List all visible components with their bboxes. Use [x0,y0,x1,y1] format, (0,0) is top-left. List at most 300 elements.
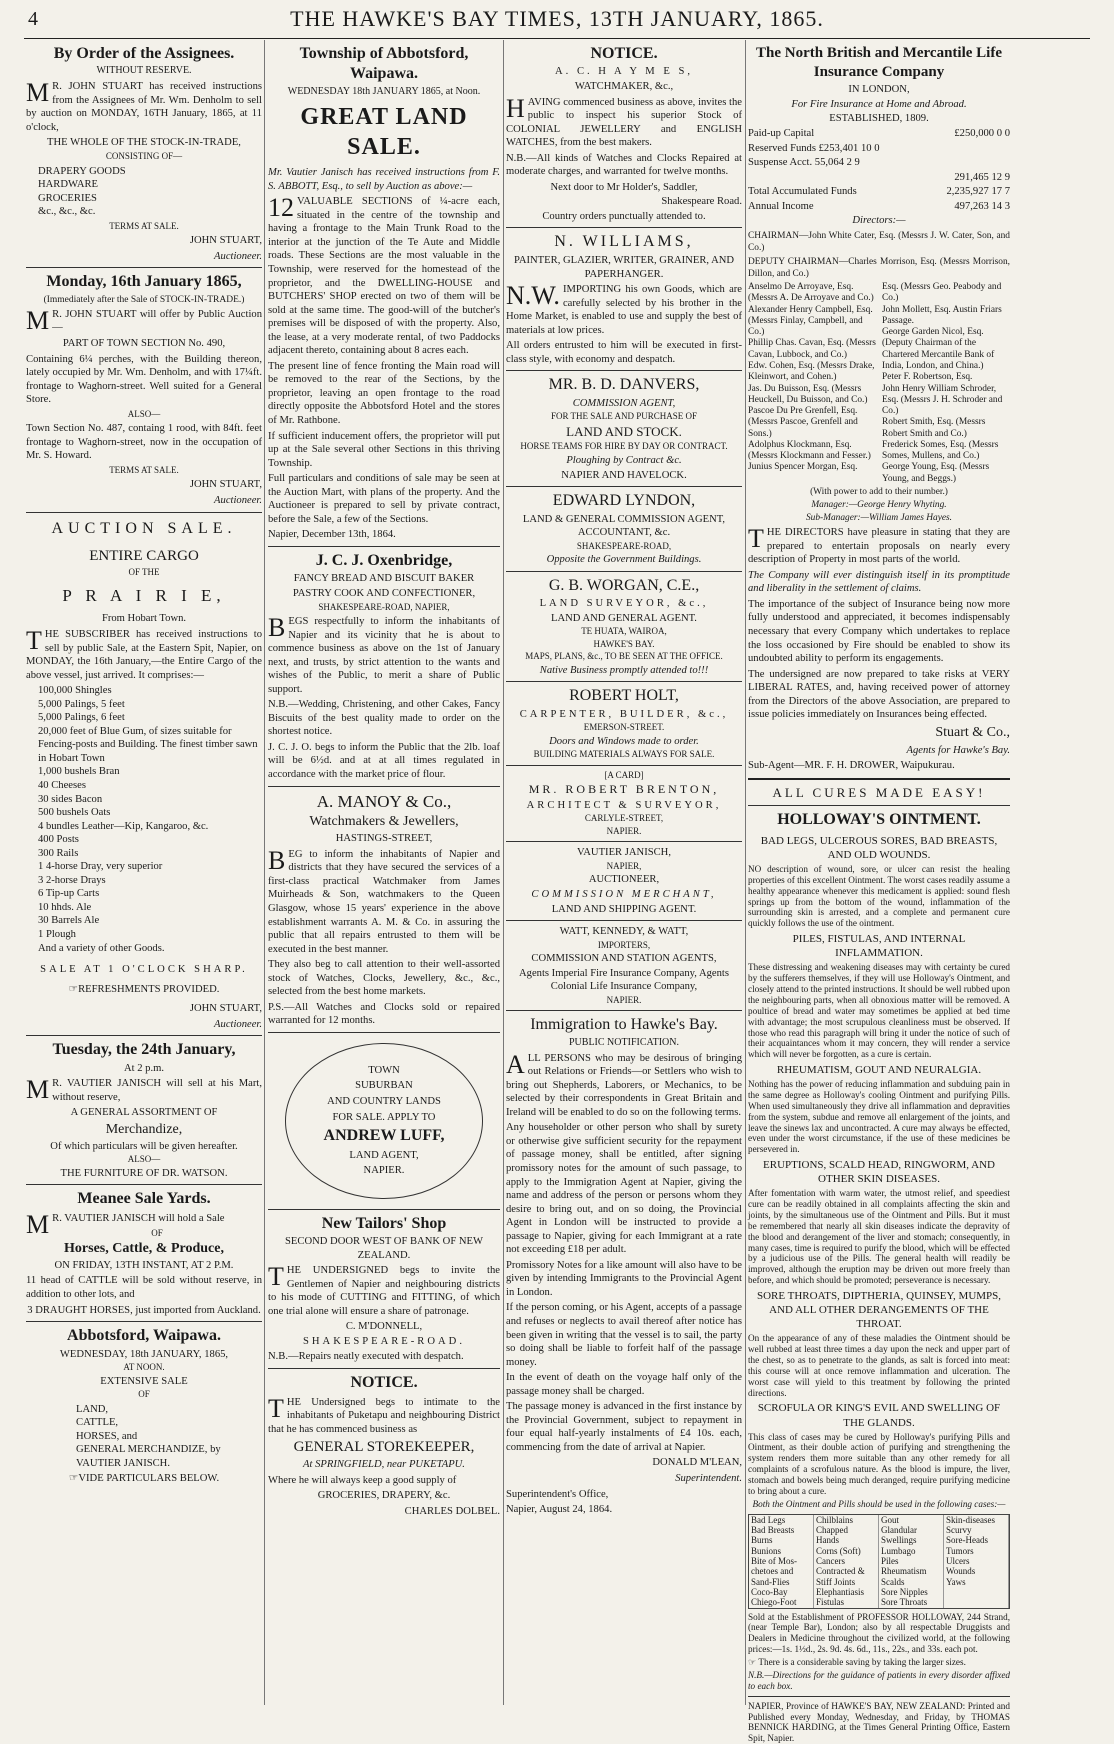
column-2 [268,42,500,1705]
advert-text: The passage money is advanced in the first instance by the Provincial Government, subject to repayment in four equal half-yearly instalments of £4 10s. each, commencing from the date of arrival at Napier. [506,1401,742,1453]
advert-subheading: WEDNESDAY 18th JANUARY 1865, at Noon. [287,85,481,97]
advert-subheading: PUBLIC NOTIFICATION. [569,1036,679,1048]
list-item: 100,000 Shingles [38,685,112,697]
advert-heading: HOLLOWAY'S OINTMENT. [777,811,981,829]
table-cell: Sore-Heads [944,1535,1009,1545]
row-value: 2,235,927 17 7 [946,186,1010,198]
masthead [0,0,1114,38]
advert-line: TERMS AT SALE. [109,464,179,475]
drop-cap: M [26,1075,50,1105]
advert-text: R. JOHN STUART has received instructions from the Assignees of Mr. Wm. Denholm to sell by auction on MONDAY, 16TH January, 1865, at 11 o'clock, [26,81,262,133]
row-value: £250,000 0 0 [954,128,1010,140]
advert-line: TERMS AT SALE. [109,220,179,231]
list-item: Peter F. Robertson, Esq. [882,372,973,383]
advert-line: Shakespeare Road. [661,196,742,208]
advert-line: (With power to add to their number.) [810,487,948,498]
list-item: Pascoe Du Pre Grenfell, Esq. (Messrs Pascoe, Grenfell and Sons.) [748,406,858,439]
list-item: 1,000 bushels Bran [38,766,120,778]
table-cell: Chiego-Foot [749,1597,814,1607]
advert-line: Directors:— [852,215,906,227]
advert-text: After fomentation with warm water, the utmost relief, and speediest cure can be readily obtained in all complaints affecting the skin and joints, by the simultaneous use of the Ointment and Pills. But it must be remembered that nearly all skin diseases indicate the depravity of the blood and derangement of the liver and stomach; consequently, in many cases, time is required to purify the blood, which will be effected by a judicious use of the Pills. The general health will readily be improved, although the eruption may be driven out more freely than before, and which should be promoted; perseverance is necessary. [748,1188,1010,1286]
advert-text: R. VAUTIER JANISCH will sell at his Mart, without reserve, [52,1078,262,1103]
advert-text: J. C. J. O. begs to inform the Public that the 2lb. loaf will be 6½d. and at at all times regulated in accordance with the market price of flour. [268,741,500,781]
divider [506,370,742,371]
advert-line: AUCTIONEER, [588,874,660,886]
list-item: 5,000 Palings, 6 feet [38,712,125,724]
row-label: Paid-up Capital [748,128,815,140]
advert-line: MAPS, PLANS, &c., TO BE SEEN AT THE OFFICE. [525,651,723,662]
column-divider [745,40,746,1705]
advert-line: OF [151,1227,163,1238]
row-label: Reserved Funds £253,401 10 0 [748,142,880,154]
advert-line: ☞REFRESHMENTS PROVIDED. [68,983,220,995]
row-value: 291,465 12 9 [954,171,1010,183]
signature-title: Auctioneer. [214,1018,262,1030]
advert-line: NAPIER, [606,860,642,871]
list-item: 5,000 Palings, 5 feet [38,698,125,710]
divider [506,486,742,487]
list-item: 4 bundles Leather—Kip, Kangaroo, &c. [38,820,209,832]
advert-line: SHAKESPEARE-ROAD, [576,540,672,551]
advert-line: Next door to Mr Holder's, Saddler, [550,181,698,193]
table-cell: Piles [879,1556,944,1566]
advert-body [268,1264,500,1318]
advert-line: SECOND DOOR WEST OF BANK OF NEW ZEALAND. [285,1236,483,1261]
list-item: Edw. Cohen, Esq. (Messrs Drake, Kleinwort, and Cohen.) [748,360,875,383]
signature: CHARLES DOLBEL. [404,1505,500,1517]
divider [506,765,742,766]
divider [268,1032,500,1033]
page-number: 4 [28,8,38,30]
list-item: GENERAL MERCHANDIZE, by [76,1444,221,1456]
advert-line: LAND SURVEYOR, &c., [539,598,709,610]
advert-heading: Tuesday, the 24th January, [52,1041,236,1059]
advert-heading: NOTICE. [590,45,658,62]
table-cell: Ulcers [944,1556,1009,1566]
printer-imprint: NAPIER, Province of HAWKE'S BAY, NEW ZEALAND: Printed and Published every Monday, Wednesday, and Friday, by THOMAS BENNICK HARDING, at the Times General Printing Office, Eastern Spit, Napier. [748,1700,1010,1744]
drop-cap: T [268,1262,284,1292]
advert-text: N.B.—Directions for the guidance of patients in every disorder affixed to each box. [748,1669,1010,1691]
table-row [748,185,1010,199]
signature: Stuart & Co., [935,724,1010,740]
advert-line: CARPENTER, BUILDER, &c., [519,708,729,720]
advert-line: NAPIER. [363,1165,405,1177]
advert-text: These distressing and weakening diseases may with certainty be cured by the sufferers themselves, if they will use Holloway's Ointment, and closely attend to the printed instructions. It should be well rubbed upon the neighbouring parts, when all obnoxious matter will be removed. A poultice of bread and water may sometimes be applied at bed time with advantage; the most scrupulous cleanliness must be observed. If those who read this paragraph will bring it under the notice of such of their acquaintances whom it may concern, they will render a service which will never be forgotten, as a cure is certain. [748,962,1010,1060]
advert-text: IMPORTING his own Goods, which are carefully selected by his brother in the Home Market, is enabled to use and supply the best of materials at low prices. [506,284,742,336]
advert-text: Sold at the Establishment of PROFESSOR HOLLOWAY, 244 Strand, (near Temple Bar), London; also by all respectable Druggists and Dealers in Medicine throughout the civilized world, at the following prices:—1s. 1½d., 2s. 9d. 4s. 6d., 11s., 22s., and 33s. each pot. [748,1611,1010,1655]
table-row [748,156,1010,170]
advert-line: HORSE TEAMS FOR HIRE BY DAY OR CONTRACT. [520,441,728,452]
list-item: Robert Smith, Esq. (Messrs Robert Smith and Co.) [882,417,986,439]
advert-text: HE Undersigned begs to intimate to the inhabitants of Puketapu and neighbouring District that he has commenced business as [268,1396,500,1435]
table-cell: Wounds [944,1566,1009,1576]
list-item: George Young, Esq. (Messrs Young, and Beggs.) [882,462,990,484]
list-item: 40 Cheeses [38,780,86,792]
advert-subheading: WITHOUT RESERVE. [96,65,192,77]
section-heading: SCROFULA OR KING'S EVIL AND SWELLING OF THE GLANDS. [757,1402,1001,1429]
list-item: Junius Spencer Morgan, Esq. [748,462,858,473]
list-item: HORSES, and [76,1430,138,1442]
drop-cap: A [506,1049,525,1079]
advert-heading: New Tailors' Shop [321,1214,447,1232]
advert-heading: ANDREW LUFF, [323,1127,445,1145]
list-item: DRAPERY GOODS [38,165,126,177]
advert-text: R. VAUTIER JANISCH will hold a Sale [52,1212,225,1224]
row-value: 497,263 14 3 [954,200,1010,212]
directors-list [748,282,1010,485]
advert-text: If sufficient inducement offers, the proprietor will put up at the Sale several other Sections in this thriving Township. [268,430,500,469]
signature: JOHN STUART, [189,235,262,247]
advert-heading: Monday, 16th January 1865, [46,273,242,291]
drop-cap: 12 [268,193,294,223]
advert-line: ESTABLISHED, 1809. [829,113,929,125]
advert-line: PAINTER, GLAZIER, WRITER, GRAINER, AND PAPERHANGER. [513,254,735,280]
accounts-table [748,127,1010,213]
advert-text: EGS respectfully to inform the inhabitants of Napier and its vicinity that he is about to commence business as above on the 1st of January next, and trusts, by strict attention to the wants and wishes of the Public, to merit a share of Public support. [268,616,500,695]
list-item: &c., &c., &c. [38,206,96,218]
advert-heading: VAUTIER JANISCH, [577,847,671,859]
list-item: Alexander Henry Campbell, Esq. (Messrs Finlay, Campbell, and Co.) [748,304,873,338]
row-label: Suspense Acct. 55,064 2 9 [748,157,860,169]
table-cell [944,1597,1009,1607]
advert-line: AT NOON. [123,1362,165,1373]
divider [506,841,742,842]
drop-cap: M [26,78,50,108]
advert-heading: Abbotsford, Waipawa. [67,1327,221,1345]
list-item: And a variety of other Goods. [38,942,165,954]
drop-cap: M [26,1209,50,1239]
advert-line: HAWKE'S BAY. [593,638,655,649]
cargo-list [38,684,262,955]
section-heading: SORE THROATS, DIPTHERIA, QUINSEY, MUMPS, AND ALL OTHER DERANGEMENTS OF THE THROAT. [756,1290,1002,1331]
table-cell: Gout [879,1515,944,1525]
advert-headline: ALL CURES MADE EASY! [772,784,986,800]
table-cell: Cancers [814,1556,879,1566]
row-label: Total Accumulated Funds [748,186,857,198]
divider [748,1696,1010,1697]
advert-body [506,283,742,337]
column-divider [264,40,265,1705]
goods-list [38,165,262,219]
table-cell: Tumors [944,1546,1009,1556]
advert-headline: GREAT LAND SALE. [300,103,468,161]
advert-line: CARLYLE-STREET, [584,813,664,824]
drop-cap: T [748,524,764,554]
signature: JOHN STUART, [189,1003,262,1015]
advert-heading: EDWARD LYNDON, [552,492,696,510]
list-item: VAUTIER JANISCH. [76,1457,170,1469]
table-cell: Chapped [814,1525,879,1535]
advert-line: 3 DRAUGHT HORSES, just imported from Auckland. [27,1304,261,1316]
advert-body [26,305,262,335]
advert-line: At SPRINGFIELD, near PUKETAPU. [303,1459,465,1471]
advert-line: Sub-Agent—MR. F. H. DROWER, Waipukurau. [748,760,955,772]
signature-title: Auctioneer. [214,250,262,262]
advert-line: ALSO— [127,1154,161,1165]
drop-cap: B [268,613,286,643]
advert-line: NAPIER AND HAVELOCK. [561,469,687,481]
advert-heading: WATT, KENNEDY, & WATT, [559,926,689,938]
list-item: Esq. (Messrs Geo. Peabody and Co.) [882,281,1002,304]
advert-heading: By Order of the Assignees. [53,45,235,62]
ship-name: P R A I R I E, [62,585,226,605]
divider [506,920,742,921]
advert-body [268,615,500,696]
table-row [748,142,1010,156]
advert-line: Merchandize, [105,1121,183,1137]
table-cell: Elephantiasis [814,1587,879,1597]
advert-text: Nothing has the power of reducing inflammation and subduing pain in the same degree as Holloway's cooling Ointment and purifying Pills. When used simultaneously they drive all inflammation and depravities from the system, subdue and remove all enlargement of the joints, and leave the sinews lax and uncontracted. A cure may always be effected, even under the worst circumstance, if the use of these medicines be persevered in. [748,1079,1010,1155]
advert-line: [A CARD] [604,769,644,780]
advert-heading: Township of Abbotsford, Waipawa. [299,45,469,83]
list-item: 1 Plough [38,929,76,941]
advert-text: HE SUBSCRIBER has received instructions to sell by public Sale, at the Eastern Spit, Napier, on MONDAY, the 16th January,—the Entire Cargo of the above vessel, just arrived. It comprises:— [26,629,262,681]
advert-line: SUBURBAN [355,1080,413,1092]
advert-heading: ENTIRE CARGO [89,548,199,564]
ailments-table [748,1514,1010,1609]
sale-list [76,1403,262,1471]
list-item: Phillip Chas. Cavan, Esq. (Messrs Cavan, Lubbock, and Co.) [748,338,876,360]
table-cell: Sore Throats [879,1597,944,1607]
advert-text: Promissory Notes for a like amount will also have to be given by intending Immigrants to the Provincial Agent in London. [506,1259,742,1298]
advert-text: NO description of wound, sore, or ulcer can resist the healing properties of this excellent Ointment. The worst cases readily assume a healthy appearance whenever this medicament is applied: sound flesh springs up from the bottom of the wound, inflammation of the surrounding skin is arrested, and a complete and permanent cure quickly follows the use of the ointment. [748,864,1010,929]
advert-line: BUILDING MATERIALS ALWAYS FOR SALE. [533,749,715,760]
advert-date: Napier, August 24, 1864. [506,1504,613,1516]
list-item: LAND, [76,1403,109,1415]
advert-heading: Meanee Sale Yards. [77,1190,211,1208]
table-cell: Lumbago [879,1546,944,1556]
drop-cap: T [268,1393,284,1423]
advert-line: Sub-Manager:—William James Hayes. [805,513,953,524]
advert-text: LL PERSONS who may be desirous of bringing out Relations or Friends—or Settlers who wish to bring out Shepherds, Laborers, or Mechanics, to be selected by their correspondents in Great Britain and Ireland will be enabled to do so on the following terms. [506,1052,742,1118]
advert-line: CONSISTING OF— [105,151,183,161]
table-cell: Sand-Flies [749,1577,814,1587]
signature: JOHN STUART, [189,479,262,491]
advert-line: IN LONDON, [848,84,910,96]
table-cell: Corns (Soft) [814,1546,879,1556]
advert-line: COMMISSION AND STATION AGENTS, [531,953,717,965]
divider [506,227,742,228]
table-cell: chetoes and [749,1566,814,1576]
advert-line: OF [138,1389,150,1400]
advert-heading: MR. B. D. DANVERS, [548,376,700,394]
advert-text: Town Section No. 487, containg 1 rood, with 84ft. feet frontage to Waghorn-street, now in the occupation of Mr. S. Howard. [26,423,262,462]
advert-line: SHAKESPEARE-ROAD, NAPIER, [318,601,450,612]
divider [268,546,500,547]
advert-text: N.B.—All kinds of Watches and Clocks Repaired at moderate charges, and warranted for twelve months. [506,152,742,178]
divider [748,778,1010,780]
advert-text: DEPUTY CHAIRMAN—Charles Morrison, Esq. (Messrs Morrison, Dillon, and Co.) [748,256,1010,279]
divider [268,1209,500,1210]
list-item: 30 Barrels Ale [38,915,100,927]
section-heading: RHEUMATISM, GOUT AND NEURALGIA. [776,1064,982,1077]
advert-date: Napier, December 13th, 1864. [268,529,396,541]
advert-line: A GENERAL ASSORTMENT OF [70,1107,218,1119]
advert-text: R. JOHN STUART will offer by Public Auction— [52,308,262,334]
advert-text: HE DIRECTORS have pleasure in stating that they are prepared to entertain proposals on nearly every description of Property in most parts of the world. [748,527,1010,566]
table-cell: Skin-diseases [944,1515,1009,1525]
advert-text: Where he will always keep a good supply of [268,1474,457,1486]
advert-body [506,93,742,150]
divider [748,805,1010,806]
table-cell: Bad Legs [749,1515,814,1525]
advert-line: COMMISSION AGENT, [572,397,676,409]
advert-line: At 2 p.m. [123,1062,165,1074]
table-cell: Contracted & [814,1566,879,1576]
column-4 [748,42,1010,1744]
advert-text: The Company will ever distinguish itself in its promptitude and liberality in the settlement of claims. [748,569,1010,595]
table-cell: Bad Breasts [749,1525,814,1535]
advert-line: NAPIER. [606,825,642,836]
advert-text: HE UNDERSIGNED begs to invite the Gentlemen of Napier and neighbouring districts to his mode of CUTTING and FITTING, of which one trial alone will ensure a share of patronage. [268,1265,500,1317]
advert-heading: ROBERT HOLT, [569,687,679,705]
advert-line: LAND AGENT, [349,1149,419,1161]
list-item: 400 Posts [38,834,79,846]
divider [26,267,262,268]
signature-title: Auctioneer. [214,494,262,506]
advert-heading: N. WILLIAMS, [554,233,694,251]
advert-line: TOWN [368,1064,400,1076]
drop-cap: M [26,305,50,335]
advert-line: Horses, Cattle, & Produce, [64,1241,224,1257]
drop-cap: H [506,93,525,123]
signature-title: Superintendent. [675,1473,742,1485]
advert-subheading: (Immediately after the Sale of STOCK-IN-TRADE.) [43,294,245,305]
list-item: John Mollett, Esq. Austin Friars Passage. [882,304,1002,326]
advert-line: PASTRY COOK AND CONFECTIONER, [292,587,476,599]
masthead-rule [24,38,1090,39]
advert-text: On the appearance of any of these maladies the Ointment should be well rubbed at least three times a day upon the neck and upper part of the chest, so as to penetrate to the glands, as salt is forced into meat: this course will at once remove inflammation and ulceration. The worst case will yield to this treatment by following the printed directions. [748,1333,1010,1398]
advert-line: FOR SALE. APPLY TO [332,1111,436,1123]
advert-line: Native Business promptly attended to!!! [539,664,709,676]
table-cell: Yaws [944,1577,1009,1587]
list-item: CATTLE, [76,1417,119,1429]
advert-heading: Immigration to Hawke's Bay. [530,1016,718,1034]
table-cell: Sore Nipples [879,1587,944,1597]
advert-text: Any householder or other person who shall by surety or otherwise give sufficient security for the repayment of passage money, shall be entitled, after signing promissory notes for the amount of such passage, to apply to the Immigration Agent at Napier, giving the name and address of the person or persons whom they desire to bring out, and on so doing, the Provincial Agent in London will be instructed to provide a passage to Napier, giving for each Immigrant at a rate not exceeding £18 per adult. [506,1122,742,1256]
advert-line: Opposite the Government Buildings. [546,554,702,566]
advert-line: Agents Imperial Fire Insurance Company, Agents Colonial Life Insurance Company, [519,967,729,993]
table-cell: Chilblains [814,1515,879,1525]
advert-line: FANCY BREAD AND BISCUIT BAKER [293,573,475,585]
divider [506,1010,742,1011]
advert-line: For Fire Insurance at Home and Abroad. [791,98,967,110]
section-heading: PILES, FISTULAS, AND INTERNAL INFLAMMATION. [792,933,966,960]
advert-line: Both the Ointment and Pills should be used in the following cases:— [752,1498,1006,1509]
advert-line: EXTENSIVE SALE [100,1375,188,1387]
divider [506,571,742,572]
list-item: 30 sides Bacon [38,793,103,805]
divider [268,1368,500,1369]
advert-text: N.B.—Wedding, Christening, and other Cakes, Fancy Biscuits of the best quality made to order on the shortest notice. [268,699,500,738]
column-1 [26,42,262,1705]
table-cell: Stiff Joints [814,1577,879,1587]
advert-body [26,628,262,682]
section-heading: BAD LEGS, ULCEROUS SORES, BAD BREASTS, AND OLD WOUNDS. [760,834,998,861]
advert-line: Manager:—George Henry Whyting. [811,500,947,511]
advert-line: THE WHOLE OF THE STOCK-IN-TRADE, [47,137,241,149]
advert-text: 11 head of CATTLE will be sold without reserve, in addition to other lots, and [26,1275,262,1301]
table-cell: Coco-Bay [749,1587,814,1597]
list-item: Frederick Somes, Esq. (Messrs Somes, Mullens, and Co.) [882,439,999,462]
list-item: GROCERIES [38,192,97,204]
advert-line: GROCERIES, DRAPERY, &c. [317,1490,451,1502]
advert-line: EMERSON-STREET. [583,722,665,733]
column-3 [506,42,742,1705]
advert-text: All orders entrusted to him will be executed in first-class style, with economy and despatch. [506,340,742,365]
directors-left [748,282,876,485]
signature: DONALD M'LEAN, [652,1457,742,1469]
list-item: 20,000 feet of Blue Gum, of sizes suitable for Fencing-posts and Building. The finest timber sawn in Hobart Town [38,725,258,764]
advert-text: Containing 6¼ perches, with the Building thereon, lately occupied by Mr. Wm. Denholm, and with 17¼ft. frontage to Waghorn-street. Well suited for a General Store. [26,353,262,406]
table-cell: Rheumatism [879,1566,944,1576]
list-item: 300 Rails [38,847,79,859]
drop-cap: T [26,626,42,655]
drop-cap: B [268,845,286,875]
section-heading: ERUPTIONS, SCALD HEAD, RINGWORM, AND OTHER SKIN DISEASES. [763,1159,995,1186]
advert-heading: A. MANOY & Co., [316,791,452,811]
divider [506,681,742,682]
list-item: Jas. Du Buisson, Esq. (Messrs Heuckell, Du Buisson, and Co.) [748,383,868,405]
advert-line: ARCHITECT & SURVEYOR, [526,799,722,811]
advert-heading: J. C. J. Oxenbridge, [315,551,453,569]
table-row [748,127,1010,141]
advert-text: VALUABLE SECTIONS of ¼-acre each, situated in the centre of the township and having a frontage to the Main Trunk Road to the interior at the junction of the Te Aute and Middle roads. These Sections are the most valuable in the Township, were reserved for the homestead of the proprietor, and the DWELLING-HOUSE and BUTCHERS' SHOP erected on two of them will be sold at the same time. The good-will of the butcher's premises will be disposed of with the property. Also, the lease, at a very moderate rental, of two Paddocks adjacent thereto, containing about 8 acres each. [268,196,500,357]
advert-line: From Hobart Town. [101,613,187,625]
list-item: 6 Tip-up Carts [38,888,100,900]
page-title: THE HAWKE'S BAY TIMES, 13TH JANUARY, 1865. [290,6,824,31]
advert-heading: G. B. WORGAN, C.E., [548,576,700,594]
list-item: Anselmo De Arroyave, Esq. (Messrs A. De Arroyave and Co.) [748,281,874,304]
advert-body [268,195,500,358]
advert-line: LAND AND SHIPPING AGENT. [551,903,697,915]
advert-line: Country orders punctually attended to. [542,210,706,222]
column-divider [503,40,504,1705]
signature: C. M'DONNELL, [345,1321,423,1333]
list-item: George Garden Nicol, Esq. (Deputy Chairman of the Chartered Mercantile Bank of India, London, and China.) [882,327,995,371]
advert-heading: The North British and Mercantile Life Insurance Company [756,45,1002,81]
advert-line: TE HUATA, WAIROA, [581,626,667,637]
table-cell: Fistulas [814,1597,879,1607]
advert-line: ☞VIDE PARTICULARS BELOW. [68,1473,220,1485]
table-cell: Hands [814,1535,879,1545]
row-label: Annual Income [748,200,814,212]
advert-line: NAPIER. [606,994,642,1005]
advert-body [26,1077,262,1104]
divider [26,1321,262,1322]
advert-line: LAND AND GENERAL AGENT. [551,612,697,624]
table-cell: Glandular [879,1525,944,1535]
advert-heading: AUCTION SALE. [51,519,237,537]
advert-text: N.B.—Repairs neatly executed with despatch. [268,1351,464,1363]
divider [26,1184,262,1185]
advert-body [268,1393,500,1437]
list-item: 1 4-horse Dray, very superior [38,861,163,873]
advert-line: LAND AND STOCK. [566,423,682,439]
directors-right [882,282,1010,485]
advert-line: ALSO— [127,408,161,419]
table-row [748,200,1010,214]
advert-line: ON FRIDAY, 13TH INSTANT, AT 2 P.M. [54,1259,234,1271]
advert-body [506,1049,742,1120]
list-item: Adolphus Klockmann, Esq. (Messrs Klockmann and Fesser.) [748,439,871,462]
table-cell: Scalds [879,1577,944,1587]
advert-text: In the event of death on the voyage half only of the passage money shall be charged. [506,1372,742,1397]
advert-line: SALE AT 1 O'CLOCK SHARP. [40,964,248,976]
advert-line: AND COUNTRY LANDS [327,1095,441,1107]
list-item: HARDWARE [38,179,99,191]
table-row [748,171,1010,185]
